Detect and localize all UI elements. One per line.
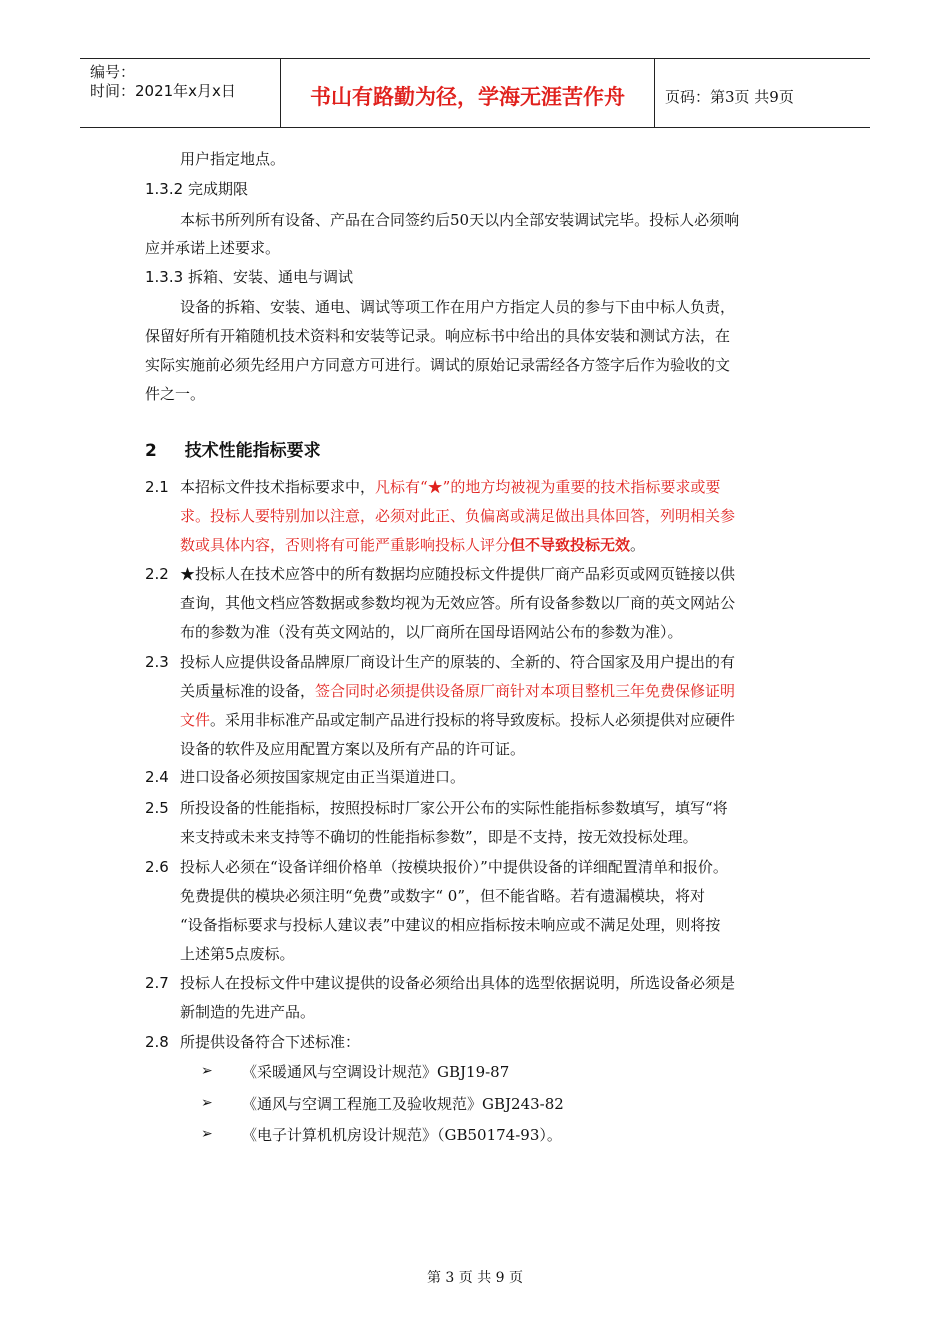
standard-item: 《采暖通风与空调设计规范》GBJ19-87	[242, 1063, 510, 1081]
item-text-highlight: 文件	[180, 711, 211, 729]
header-meta	[80, 59, 281, 127]
paragraph-line: 应并承诺上述要求。	[145, 239, 281, 257]
item-number: 2.1	[145, 478, 169, 496]
section-number: 1.3.2	[145, 180, 184, 198]
doc-date: 时间：2021年x月x日	[90, 82, 236, 100]
item-text-highlight: 数或具体内容，否则将有可能严重影响投标人评分	[180, 536, 511, 554]
item-text: ★投标人在技术应答中的所有数据均应随投标文件提供厂商产品彩页或网页链接以供	[180, 565, 736, 583]
chapter-heading	[145, 441, 321, 461]
chapter-title: 技术性能指标要求	[184, 441, 321, 461]
item-number: 2.3	[145, 653, 169, 671]
page-header	[80, 58, 870, 128]
standard-item: 《电子计算机机房设计规范》（GB50174-93）。	[242, 1126, 562, 1144]
doc-number-label: 编号：	[90, 63, 136, 81]
chapter-number: 2	[145, 441, 157, 461]
section-number: 1.3.3	[145, 268, 184, 286]
item-text: 投标人必须在“设备详细价格单（按模块报价）”中提供设备的详细配置清单和报价。	[180, 858, 728, 876]
paragraph-line: 本标书所列所有设备、产品在合同签约后50天以内全部安装调试完毕。投标人必须响	[180, 211, 740, 229]
item-text: 投标人在投标文件中建议提供的设备必须给出具体的选型依据说明，所选设备必须是	[180, 974, 736, 992]
section-title: 拆箱、安装、通电与调试	[187, 268, 353, 286]
arrow-bullet-icon: ➢	[201, 1126, 213, 1142]
arrow-bullet-icon: ➢	[201, 1095, 213, 1111]
item-text: 来支持或未来支持等不确切的性能指标参数”，即是不支持，按无效投标处理。	[180, 828, 698, 846]
item-line	[180, 681, 735, 701]
item-text: 进口设备必须按国家规定由正当渠道进口。	[180, 768, 466, 786]
section-title: 完成期限	[187, 180, 248, 198]
item-text: 关质量标准的设备，	[180, 682, 316, 700]
paragraph-line: 保留好所有开箱随机技术资料和安装等记录。响应标书中给出的具体安装和测试方法，在	[145, 327, 731, 345]
item-text-highlight: 凡标有“★”的地方均被视为重要的技术指标要求或要	[375, 478, 721, 496]
header-page-code: 页码：第3页 共9页	[665, 87, 794, 106]
item-text: 上述第5点废标。	[180, 945, 295, 963]
item-number: 2.6	[145, 858, 169, 876]
item-text: 本招标文件技术指标要求中，	[180, 478, 376, 496]
item-text: 所提供设备符合下述标准：	[180, 1033, 361, 1051]
item-text: 。采用非标准产品或定制产品进行投标的将导致废标。投标人必须提供对应硬件	[210, 711, 736, 729]
item-line	[180, 535, 645, 555]
item-text-highlight: 求。投标人要特别加以注意，必须对此正、负偏离或满足做出具体回答，列明相关参	[180, 507, 736, 525]
paragraph-line: 件之一。	[145, 385, 206, 403]
item-text: 新制造的先进产品。	[180, 1003, 316, 1021]
item-line	[180, 477, 720, 497]
item-text: 免费提供的模块必须注明“免费”或数字“ 0”，但不能省略。若有遗漏模块，将对	[180, 887, 705, 905]
item-number: 2.5	[145, 799, 169, 817]
item-text: 投标人应提供设备品牌原厂商设计生产的原装的、全新的、符合国家及用户提出的有	[180, 653, 736, 671]
section-heading-1-3-3	[145, 267, 353, 287]
arrow-bullet-icon: ➢	[201, 1063, 213, 1079]
item-text: 所投设备的性能指标，按照投标时厂家公开公布的实际性能指标参数填写，填写“将	[180, 799, 728, 817]
item-text-bold-highlight: 但不导致投标无效	[510, 536, 631, 554]
paragraph-line: 实际实施前必须先经用户方同意方可进行。调试的原始记录需经各方签字后作为验收的文	[145, 356, 731, 374]
paragraph-line: 设备的拆箱、安装、通电、调试等项工作在用户方指定人员的参与下由中标人负责，	[180, 298, 736, 316]
item-number: 2.7	[145, 974, 169, 992]
item-text: 查询，其他文档应答数据或参数均视为无效应答。所有设备参数以厂商的英文网站公	[180, 594, 736, 612]
item-line	[180, 710, 735, 730]
header-motto: 书山有路勤为径，学海无涯苦作舟	[281, 59, 655, 127]
item-text: “设备指标要求与投标人建议表”中建议的相应指标按未响应或不满足处理，则将按	[180, 916, 721, 934]
item-number: 2.2	[145, 565, 169, 583]
item-text: 。	[630, 536, 646, 554]
paragraph-line: 用户指定地点。	[180, 150, 286, 168]
item-text: 设备的软件及应用配置方案以及所有产品的许可证。	[180, 740, 526, 758]
page-footer: 第 3 页 共 9 页	[426, 1270, 524, 1286]
item-text: 布的参数为准（没有英文网站的，以厂商所在国母语网站公布的参数为准）。	[180, 623, 683, 641]
standard-item: 《通风与空调工程施工及验收规范》GBJ243-82	[242, 1095, 564, 1113]
section-heading-1-3-2	[145, 179, 248, 199]
item-text-highlight: 签合同时必须提供设备原厂商针对本项目整机三年免费保修证明	[315, 682, 736, 700]
item-number: 2.4	[145, 768, 169, 786]
item-number: 2.8	[145, 1033, 169, 1051]
